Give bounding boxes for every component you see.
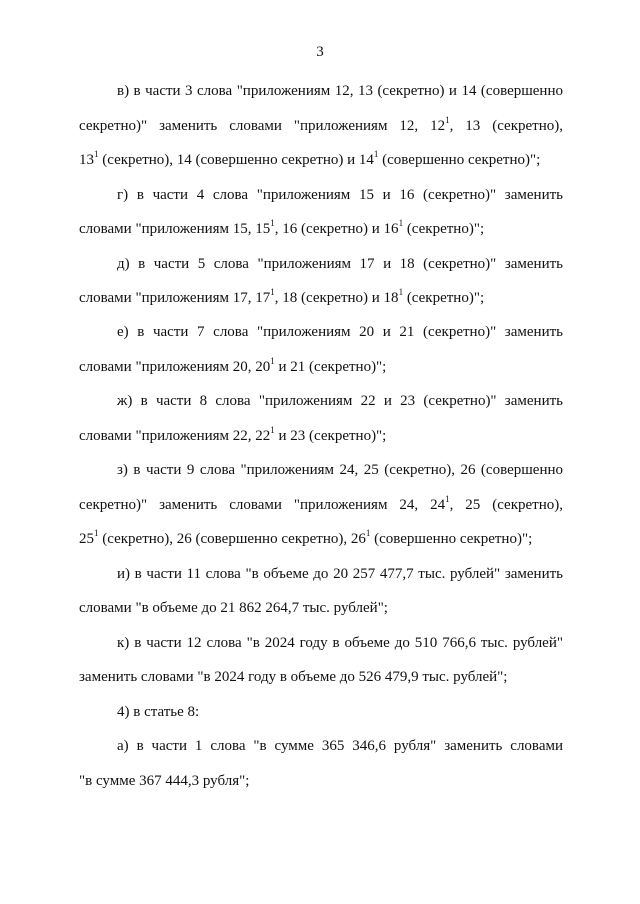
paragraph-line: $25^1$ (секретно), 26 (совершенно секретно), $26^1$ (совершенно секретно)"; <box>79 528 533 547</box>
paragraph-line: словами "приложениям 20, $20^1$ и 21 (секретно)"; <box>79 356 387 375</box>
paragraph-line: к) в части 12 слова "в 2024 году в объеме до 510 766,6 тыс. рублей" <box>117 635 563 651</box>
paragraph-line: 4) в статье 8: <box>117 704 200 720</box>
paragraph-line: заменить словами "в 2024 году в объеме до 526 479,9 тыс. рублей"; <box>79 669 508 685</box>
paragraph-line: словами "приложениям 22, $22^1$ и 23 (секретно)"; <box>79 425 387 444</box>
paragraph-line: д) в части 5 слова "приложениям 17 и 18 (секретно)" заменить <box>117 256 563 272</box>
paragraph-line: ж) в части 8 слова "приложениям 22 и 23 (секретно)" заменить <box>117 393 563 409</box>
paragraph-line: словами "приложениям 17, $17^1$, 18 (секретно) и $18^1$ (секретно)"; <box>79 287 485 306</box>
paragraph-line: а) в части 1 слова "в сумме 365 346,6 рубля" заменить словами <box>117 738 563 754</box>
paragraph-line: з) в части 9 слова "приложениям 24, 25 (секретно), 26 (совершенно <box>117 462 563 478</box>
paragraph-line: секретно)" заменить словами "приложениям 24, $24^1$, 25 (секретно), <box>79 494 563 513</box>
paragraph-line: в) в части 3 слова "приложениям 12, 13 (секретно) и 14 (совершенно <box>117 83 563 99</box>
paragraph-line: словами "в объеме до 21 862 264,7 тыс. рублей"; <box>79 600 388 616</box>
paragraph-line: "в сумме 367 444,3 рубля"; <box>79 773 250 789</box>
paragraph-line: словами "приложениям 15, $15^1$, 16 (секретно) и $16^1$ (секретно)"; <box>79 218 485 237</box>
paragraph-line: г) в части 4 слова "приложениям 15 и 16 (секретно)" заменить <box>117 187 563 203</box>
paragraph-line: секретно)" заменить словами "приложениям 12, $12^1$, 13 (секретно), <box>79 115 563 134</box>
paragraph-line: е) в части 7 слова "приложениям 20 и 21 (секретно)" заменить <box>117 324 563 340</box>
paragraph-line: и) в части 11 слова "в объеме до 20 257 477,7 тыс. рублей" заменить <box>117 566 563 582</box>
paragraph-line: $13^1$ (секретно), 14 (совершенно секретно) и $14^1$ (совершенно секретно)"; <box>79 149 541 168</box>
page-number: 3 <box>316 44 324 60</box>
